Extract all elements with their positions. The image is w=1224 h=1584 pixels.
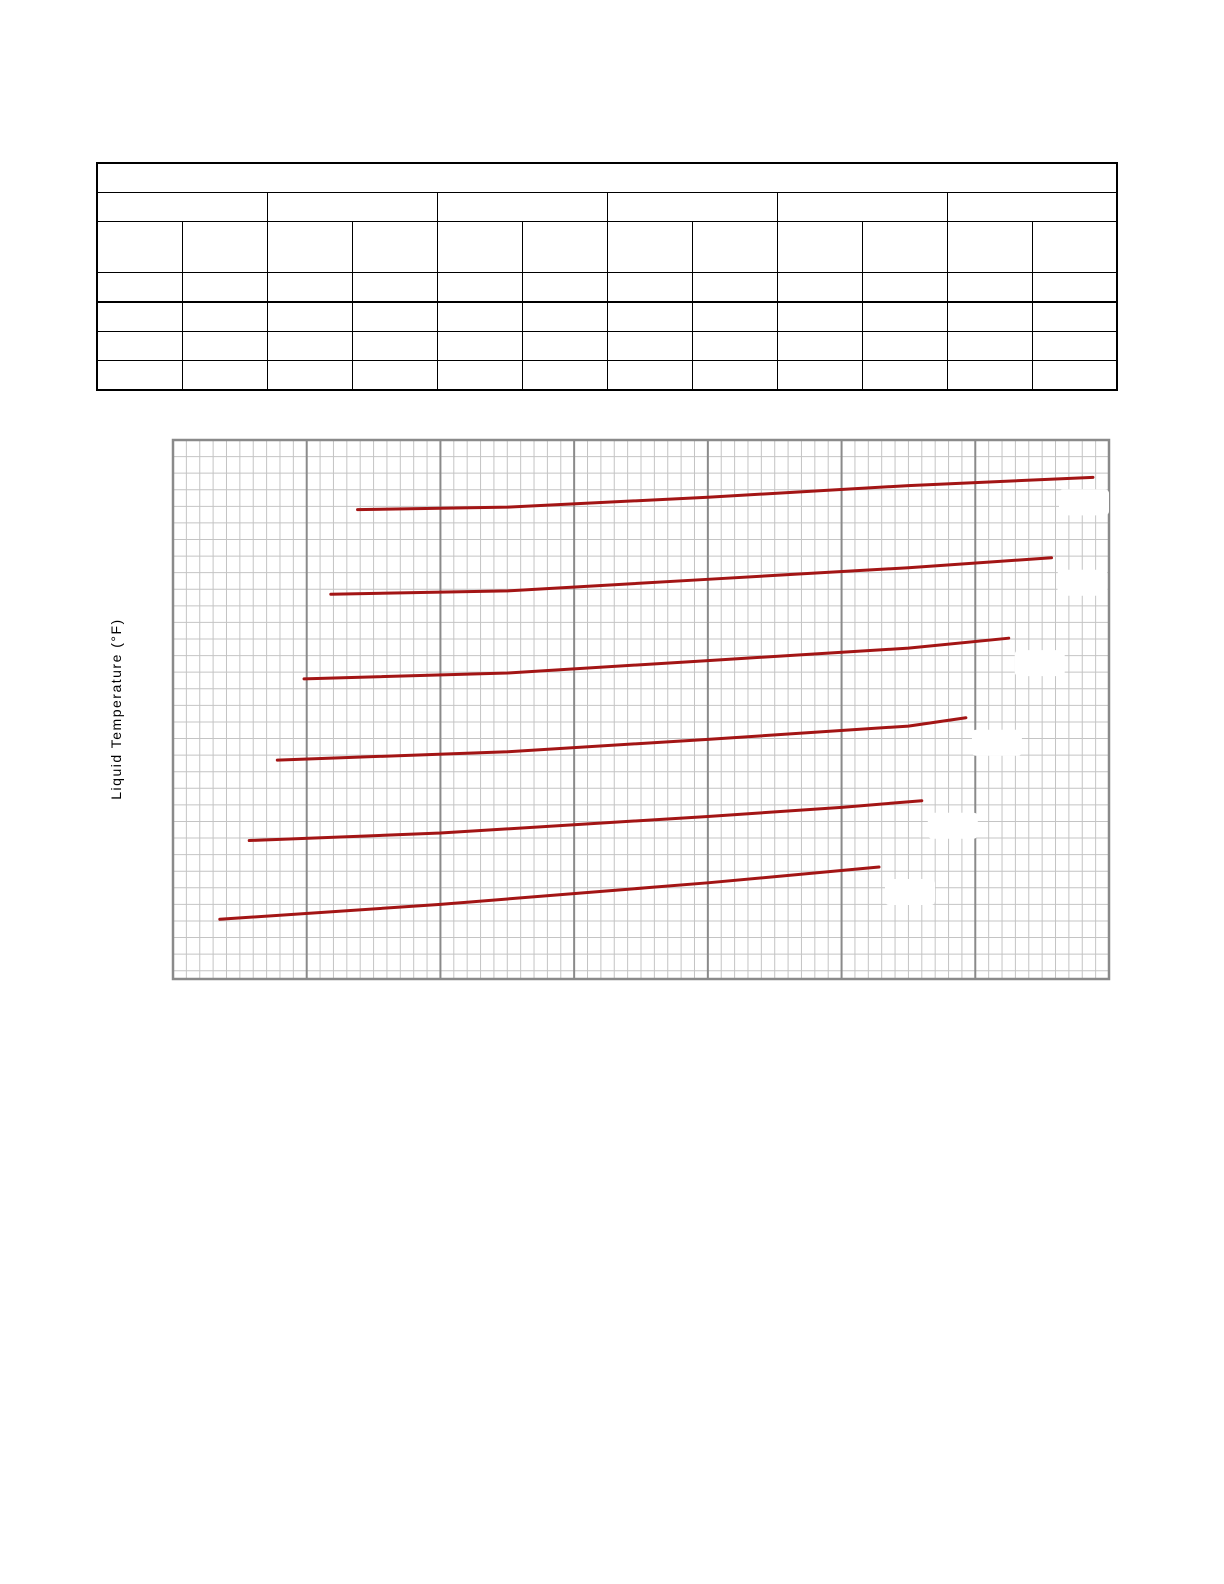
- chart-minor-grid: [173, 440, 1109, 979]
- chart-end-label-layer: [885, 489, 1109, 905]
- series-line: [358, 477, 1093, 509]
- series-end-label-box: [885, 879, 935, 905]
- series-end-label-box: [928, 813, 978, 839]
- series-end-label-box: [972, 730, 1022, 756]
- y-axis-label: Liquid Temperature (°F): [108, 618, 124, 800]
- series-line: [249, 801, 922, 841]
- series-end-label-box: [1059, 489, 1109, 515]
- series-end-label-box: [1058, 570, 1108, 596]
- series-line: [220, 867, 879, 919]
- series-line: [304, 638, 1009, 679]
- series-end-label-box: [1015, 650, 1065, 676]
